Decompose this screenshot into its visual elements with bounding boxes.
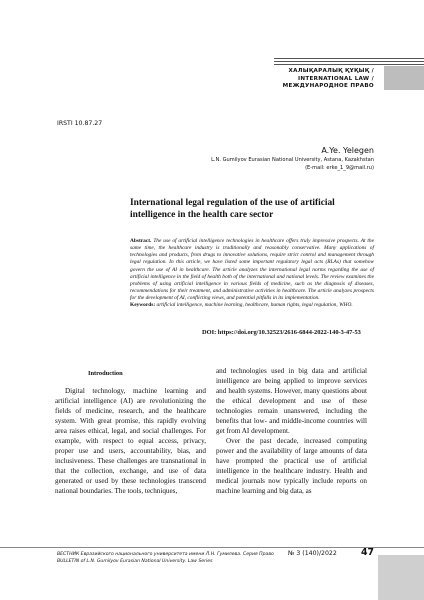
section-header-ru: МЕЖДУНАРОДНОЕ ПРАВО — [282, 83, 374, 90]
doi-link[interactable]: DOI: https://doi.org/10.32523/2616-6844-2022-140-3-47-53 — [202, 329, 361, 336]
footer-corner-shade — [378, 555, 424, 600]
header-corner-shade — [384, 66, 424, 90]
section-header-en: INTERNATIONAL LAW / — [298, 75, 374, 82]
author-affiliation-block — [211, 157, 374, 173]
body-paragraph-continued: and technologies used in big data and artificial intelligence are being applied to improve services and health systems. However, many questions about the ethical development and use of these technologies remain unanswered, including the benefits that low- and middle-income countries will get from AI development. — [216, 367, 367, 435]
section-header-kz: ХАЛЫҚАРАЛЫҚ ҚҰҚЫҚ / — [288, 68, 374, 74]
page-number: 47 — [361, 547, 375, 558]
keywords-text: artificial intelligence, machine learning, healthcare, human rights, legal regulation, WHO. — [156, 302, 353, 309]
journal-name — [57, 551, 274, 565]
author-affiliation: L.N. Gumilyov Eurasian National University, Astana, Kazakhstan — [211, 157, 374, 163]
section-header — [283, 68, 374, 91]
author-email: (E-mail: erke_1_9@mail.ru) — [305, 164, 374, 171]
keywords-label: Keywords: — [130, 302, 156, 309]
journal-name-ru: ВЕСТНИК Евразийского национального университета имени Л.Н. Гумилева. Серия Право — [57, 552, 274, 557]
journal-name-en: BULLETIN of L.N. Gumilyov Eurasian National University. Law Series — [57, 559, 213, 564]
section-heading: Introduction — [88, 370, 123, 377]
body-paragraph: Over the past decade, increased computing power and the availability of large amounts of data have prompted the practical use of artificial intelligence in the healthcare industry. Health and medical journals now typically include reports on machine learning and big data, as — [216, 437, 367, 495]
header-rule — [274, 58, 424, 65]
abstract-block — [130, 238, 374, 310]
author-name: A.Ye. Yelegen — [321, 146, 374, 155]
abstract-label: Abstract. — [130, 238, 152, 244]
body-column-left — [55, 386, 206, 496]
article-title: International legal regulation of the use of artificial intelligence in the health care sector — [130, 198, 335, 220]
body-column-right — [216, 366, 367, 496]
abstract-text: The use of artificial intelligence technologies in healthcare offers truly impressive prospects. At the same time, the healthcare industry is traditionally and reasonably conservative. Many applications of technologies and products, from drugs to innovative solutions, require strict control and management through legal regulation. In this article, we have listed some important regulatory legal acts (RLAs) that somehow govern the use of AI in healthcare. The article analyzes the international legal norms regarding the use of artificial intelligence in the field of health both of the international and national levels. The review examines the problems of using artificial intelligence in various fields of medicine, such as the diagnosis of diseases, recommendations for their treatment, and administrative activities in healthcare. The article analyzes prospects for the development of AI, conflicting views, and potential pitfalls in its implementation. — [130, 238, 374, 302]
body-paragraph: Digital technology, machine learning and artificial intelligence (AI) are revolutionizing the fields of medicine, research, and the healthcare system. With great promise, this rapidly evolving area raises ethical, legal, and social challenges. For example, with respect to equal access, privacy, proper use and users, accountability, bias, and inclusiveness. These challenges are transnational in that the collection, exchange, and use of data generated or used by these technologies transcend national boundaries. The tools, techniques, — [55, 387, 206, 495]
issue-number: № 3 (140)/2022 — [288, 550, 337, 557]
irsti-code: IRSTI 10.87.27 — [57, 120, 103, 127]
